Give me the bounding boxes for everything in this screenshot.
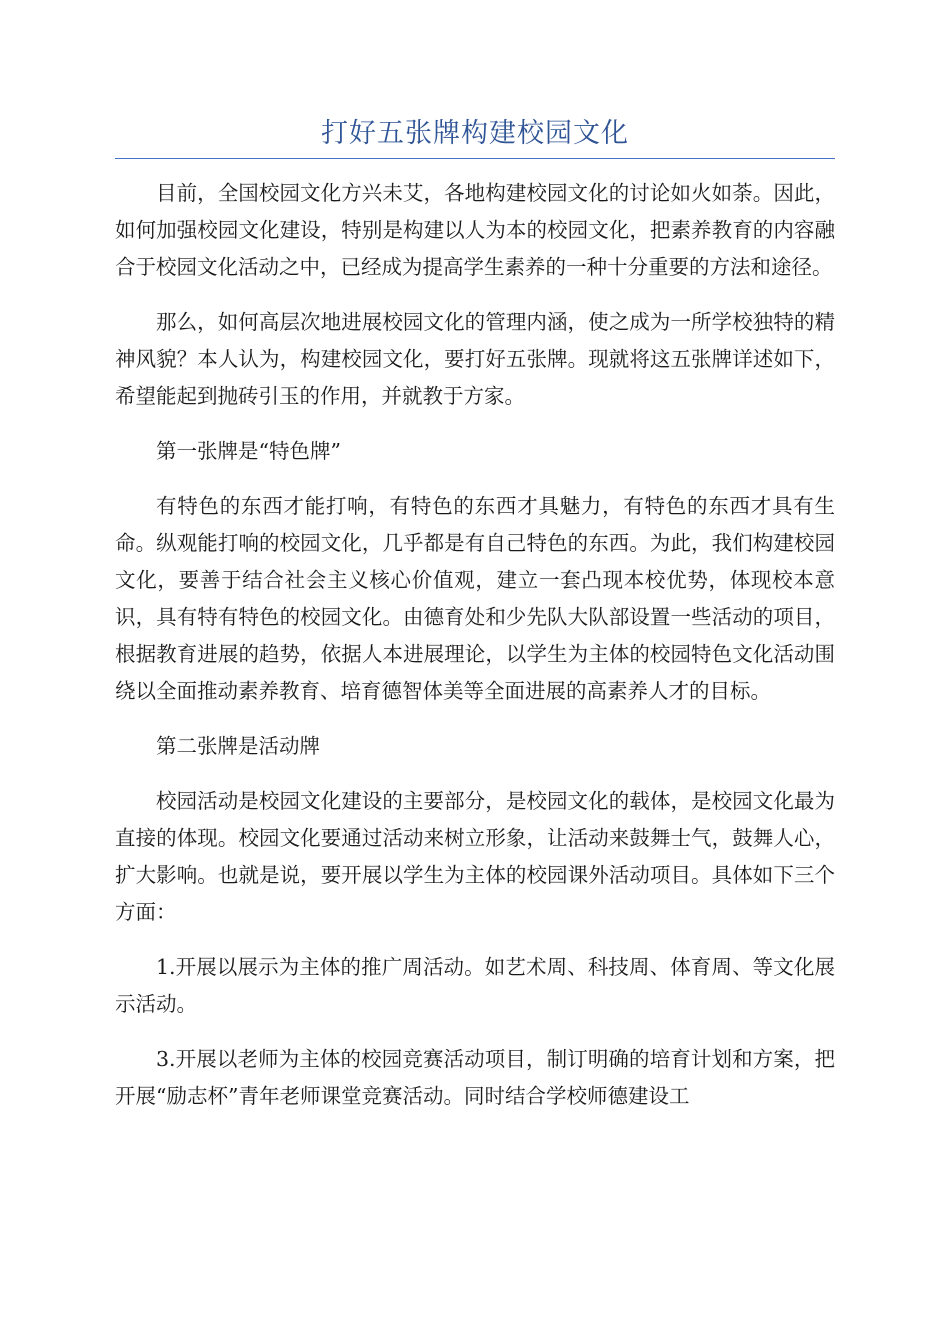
document-page [115,112,835,1133]
paragraph-feature-card: 有特色的东西才能打响，有特色的东西才具魅力，有特色的东西才具有生命。纵观能打响的校园文化，几乎都是有自己特色的东西。为此，我们构建校园文化，要善于结合社会主义核心价值观，建立一套凸现本校优势，体现校本意识，具有特有特色的校园文化。由德育处和少先队大队部设置一些活动的项目，根据教育进展的趋势，依据人本进展理论，以学生为主体的校园特色文化活动围绕以全面推动素养教育、培育德智体美等全面进展的高素养人才的目标。 [115,494,835,703]
paragraph-intro: 目前，全国校园文化方兴未艾，各地构建校园文化的讨论如火如荼。因此，如何加强校园文化建设，特别是构建以人为本的校园文化，把素养教育的内容融合于校园文化活动之中，已经成为提高学生素养的一种十分重要的方法和途径。 [115,181,835,279]
title-underline [115,158,835,159]
section-heading-second-card: 第二张牌是活动牌 [156,734,320,758]
paragraph-activity-card: 校园活动是校园文化建设的主要部分，是校园文化的载体，是校园文化最为直接的体现。校园文化要通过活动来树立形象，让活动来鼓舞士气，鼓舞人心，扩大影响。也就是说，要开展以学生为主体的校园课外活动项目。具体如下三个方面： [115,789,835,924]
list-item-1: 1.开展以展示为主体的推广周活动。如艺术周、科技周、体育周、等文化展示活动。 [115,955,835,1016]
section-heading-first-card: 第一张牌是“特色牌” [156,439,341,463]
list-item-3: 3.开展以老师为主体的校园竞赛活动项目，制订明确的培育计划和方案，把开展“励志杯”青年老师课堂竞赛活动。同时结合学校师德建设工 [115,1047,835,1108]
document-title: 打好五张牌构建校园文化 [321,118,629,149]
paragraph-five-cards: 那么，如何高层次地进展校园文化的管理内涵，使之成为一所学校独特的精神风貌？本人认为，构建校园文化，要打好五张牌。现就将这五张牌详述如下，希望能起到抛砖引玉的作用，并就教于方家。 [115,310,835,408]
